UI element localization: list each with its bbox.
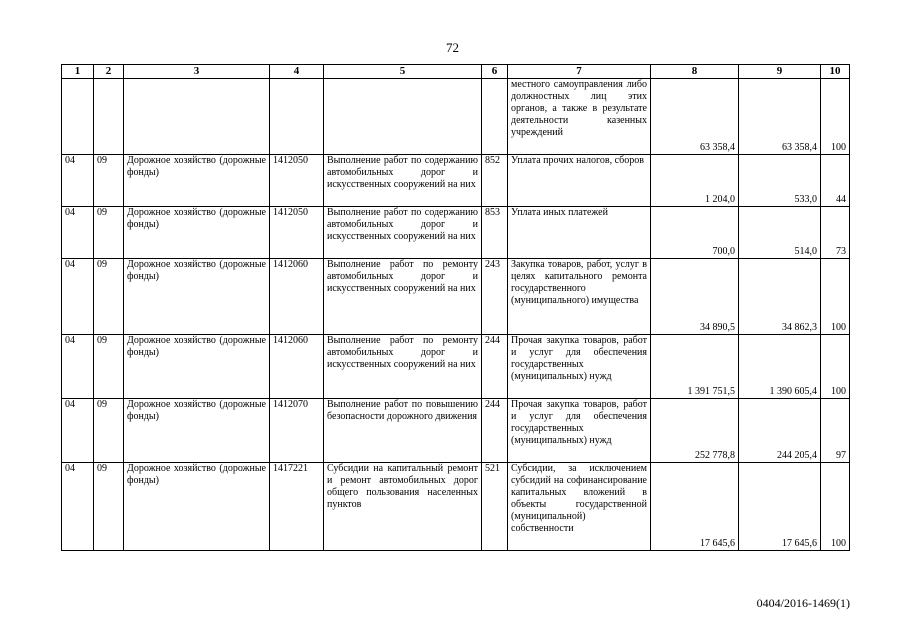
expense-description: Выполнение работ по ремонту автомобильных дорог и искусственных сооружений на них [324, 259, 482, 335]
actual-amount: 17 645,6 [739, 463, 821, 551]
subsection-code: 09 [94, 259, 124, 335]
table-row [62, 463, 850, 551]
col-header-10: 10 [821, 65, 850, 79]
table-row [62, 335, 850, 399]
subsection-code: 09 [94, 463, 124, 551]
percent-done: 97 [821, 399, 850, 463]
actual-amount: 533,0 [739, 155, 821, 207]
type-code: 244 [482, 335, 508, 399]
type-description: Субсидии, за исключением субсидий на софинансирование капитальных вложений в объекты государственной (муниципальной) собственности [508, 463, 651, 551]
target-code: 1412060 [270, 259, 324, 335]
section-name: Дорожное хозяйство (дорожные фонды) [124, 207, 270, 259]
target-code: 1412050 [270, 207, 324, 259]
type-code: 852 [482, 155, 508, 207]
table-row [62, 399, 850, 463]
percent-done: 100 [821, 335, 850, 399]
planned-amount: 1 391 751,5 [651, 335, 739, 399]
budget-table [61, 64, 850, 551]
percent-done: 100 [821, 463, 850, 551]
percent-done: 100 [821, 79, 850, 155]
target-code: 1412060 [270, 335, 324, 399]
target-code: 1412070 [270, 399, 324, 463]
document-code: 0404/2016-1469(1) [756, 596, 850, 610]
actual-amount: 1 390 605,4 [739, 335, 821, 399]
target-code: 1412050 [270, 155, 324, 207]
col-header-1: 1 [62, 65, 94, 79]
type-code [482, 79, 508, 155]
target-code [270, 79, 324, 155]
type-code: 244 [482, 399, 508, 463]
section-name: Дорожное хозяйство (дорожные фонды) [124, 399, 270, 463]
percent-done: 44 [821, 155, 850, 207]
planned-amount: 252 778,8 [651, 399, 739, 463]
type-description: Прочая закупка товаров, работ и услуг для обеспечения государственных (муниципальных) нужд [508, 335, 651, 399]
expense-description: Выполнение работ по ремонту автомобильных дорог и искусственных сооружений на них [324, 335, 482, 399]
section-name: Дорожное хозяйство (дорожные фонды) [124, 463, 270, 551]
page-number: 72 [446, 40, 459, 55]
type-code: 521 [482, 463, 508, 551]
subsection-code: 09 [94, 399, 124, 463]
expense-description: Выполнение работ по повышению безопасности дорожного движения [324, 399, 482, 463]
col-header-6: 6 [482, 65, 508, 79]
col-header-8: 8 [651, 65, 739, 79]
type-description: Прочая закупка товаров, работ и услуг для обеспечения государственных (муниципальных) нужд [508, 399, 651, 463]
actual-amount: 514,0 [739, 207, 821, 259]
type-description: Уплата прочих налогов, сборов [508, 155, 651, 207]
col-header-5: 5 [324, 65, 482, 79]
planned-amount: 63 358,4 [651, 79, 739, 155]
expense-description: Субсидии на капитальный ремонт и ремонт автомобильных дорог общего пользования населенных пунктов [324, 463, 482, 551]
section-name: Дорожное хозяйство (дорожные фонды) [124, 335, 270, 399]
planned-amount: 1 204,0 [651, 155, 739, 207]
planned-amount: 17 645,6 [651, 463, 739, 551]
subsection-code: 09 [94, 207, 124, 259]
type-description: местного самоуправления либо должностных лиц этих органов, а также в результате деятельности казенных учреждений [508, 79, 651, 155]
expense-description [324, 79, 482, 155]
table-row [62, 155, 850, 207]
actual-amount: 63 358,4 [739, 79, 821, 155]
subsection-code: 09 [94, 155, 124, 207]
type-description: Закупка товаров, работ, услуг в целях капитального ремонта государственного (муниципального) имущества [508, 259, 651, 335]
type-description: Уплата иных платежей [508, 207, 651, 259]
section-name: Дорожное хозяйство (дорожные фонды) [124, 259, 270, 335]
section-name: Дорожное хозяйство (дорожные фонды) [124, 155, 270, 207]
type-code: 243 [482, 259, 508, 335]
section-code: 04 [62, 155, 94, 207]
planned-amount: 700,0 [651, 207, 739, 259]
subsection-code [94, 79, 124, 155]
table-row [62, 259, 850, 335]
section-code: 04 [62, 259, 94, 335]
section-code: 04 [62, 463, 94, 551]
header-row [62, 65, 850, 79]
section-name [124, 79, 270, 155]
table-row [62, 207, 850, 259]
actual-amount: 244 205,4 [739, 399, 821, 463]
col-header-3: 3 [124, 65, 270, 79]
target-code: 1417221 [270, 463, 324, 551]
col-header-7: 7 [508, 65, 651, 79]
percent-done: 73 [821, 207, 850, 259]
subsection-code: 09 [94, 335, 124, 399]
expense-description: Выполнение работ по содержанию автомобильных дорог и искусственных сооружений на них [324, 207, 482, 259]
actual-amount: 34 862,3 [739, 259, 821, 335]
section-code: 04 [62, 207, 94, 259]
percent-done: 100 [821, 259, 850, 335]
col-header-2: 2 [94, 65, 124, 79]
section-code: 04 [62, 335, 94, 399]
planned-amount: 34 890,5 [651, 259, 739, 335]
expense-description: Выполнение работ по содержанию автомобильных дорог и искусственных сооружений на них [324, 155, 482, 207]
table-row [62, 79, 850, 155]
type-code: 853 [482, 207, 508, 259]
col-header-4: 4 [270, 65, 324, 79]
section-code [62, 79, 94, 155]
col-header-9: 9 [739, 65, 821, 79]
section-code: 04 [62, 399, 94, 463]
